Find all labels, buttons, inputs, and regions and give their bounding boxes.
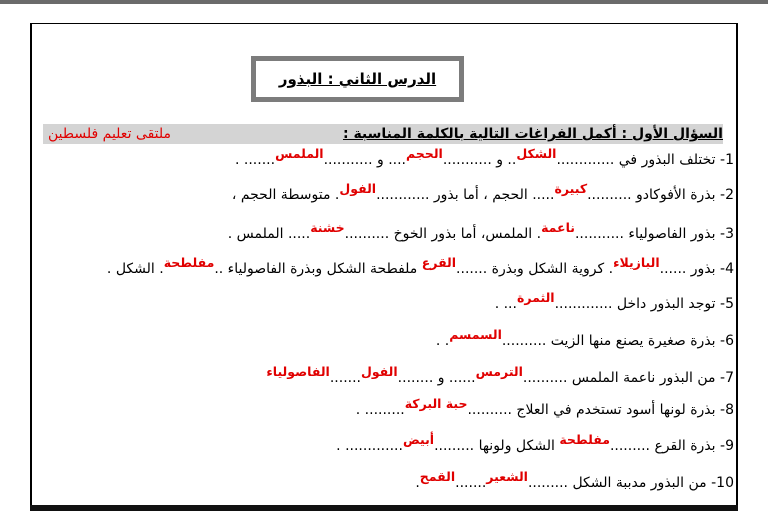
page-title: الدرس الثاني : البذور: [278, 70, 437, 88]
item-number: 2-: [720, 187, 734, 203]
item-text: من البذور مدببة الشكل .........: [527, 475, 707, 491]
item-text: . متوسطة الحجم ،: [231, 187, 340, 203]
answer: كبيرة: [554, 181, 588, 196]
answer: مفلطحة: [163, 255, 215, 270]
item-9: [336, 432, 734, 455]
item-8: [355, 396, 734, 419]
item-text: .... و ...........: [323, 152, 406, 168]
item-text: توجد البذور داخل .............: [554, 296, 716, 312]
item-text: بذرة لونها أسود تستخدم في العلاج ..........: [467, 402, 716, 418]
item-4: [106, 255, 734, 278]
item-7: [266, 364, 734, 387]
answer: مفلطحة: [559, 432, 610, 447]
item-2: [231, 181, 734, 204]
item-text: الشكل ولونها .........: [434, 438, 560, 454]
item-text: ....... .: [235, 152, 276, 168]
item-text: بذرة صغيرة يصنع منها الزيت ..........: [501, 333, 716, 349]
title-box: [251, 56, 464, 102]
item-number: 4-: [720, 261, 734, 277]
answer: الفول: [339, 181, 377, 196]
item-text: ... .: [494, 296, 517, 312]
answer: الملمس: [275, 146, 324, 161]
item-text: بذور ......: [659, 261, 716, 277]
item-text: . .: [435, 333, 450, 349]
answer: السمسم: [449, 327, 502, 342]
item-number: 1-: [720, 152, 734, 168]
answer: حبة البركة: [404, 396, 468, 411]
item-text: ............. .: [336, 438, 403, 454]
item-text: .......: [329, 370, 361, 386]
item-text: ...... و ........: [397, 370, 476, 386]
item-number: 7-: [720, 370, 734, 386]
item-text: بذرة القرع .........: [609, 438, 716, 454]
question-header: [43, 124, 723, 144]
item-5: [494, 290, 734, 313]
answer: أبيض: [402, 432, 435, 447]
answer: البازيلاء: [613, 255, 660, 270]
answer: خشنة: [310, 220, 345, 235]
item-text: بذرة الأفوكادو ..........: [587, 187, 716, 203]
answer: الترمس: [475, 364, 523, 379]
item-text: .: [415, 475, 420, 491]
item-text: بذور الفاصولياء ...........: [574, 226, 716, 242]
answer: ناعمة: [541, 220, 575, 235]
item-text: .......: [455, 475, 487, 491]
item-number: 10-: [711, 475, 734, 491]
item-number: 6-: [720, 333, 734, 349]
item-number: 5-: [720, 296, 734, 312]
forum-label: ملتقى تعليم فلسطين: [48, 126, 172, 142]
top-border: [0, 0, 768, 4]
answer: الشكل: [516, 146, 557, 161]
item-text: ..... الحجم ، أما بذور ............: [376, 187, 555, 203]
answer: الحجم: [406, 146, 443, 161]
item-text: تختلف البذور في .............: [556, 152, 716, 168]
item-6: [435, 327, 734, 350]
item-text: ......... .: [355, 402, 405, 418]
item-1: [235, 146, 734, 169]
answer: الفاصولياء: [266, 364, 330, 379]
answer: الفول: [361, 364, 398, 379]
answer: القمح: [419, 469, 456, 484]
item-number: 9-: [720, 438, 734, 454]
answer: القرع: [421, 255, 457, 270]
item-text: . كروية الشكل وبذرة .......: [456, 261, 614, 277]
item-text: . الملمس، أما بذور الخوخ ..........: [344, 226, 542, 242]
item-text: . الشكل .: [106, 261, 164, 277]
answer: الثمرة: [516, 290, 555, 305]
item-3: [227, 220, 734, 243]
question-heading: السؤال الأول : أكمل الفراغات التالية بالكلمة المناسبة :: [342, 126, 723, 142]
item-number: 3-: [720, 226, 734, 242]
item-text: ملفطحة الشكل وبذرة الفاصولياء ..: [214, 261, 422, 277]
item-10: [415, 469, 734, 492]
item-text: من البذور ناعمة الملمس ..........: [522, 370, 716, 386]
bottom-border: [30, 505, 738, 511]
answer: الشعير: [486, 469, 528, 484]
item-text: .. و ...........: [442, 152, 517, 168]
item-number: 8-: [720, 402, 734, 418]
item-text: ..... الملمس .: [227, 226, 311, 242]
